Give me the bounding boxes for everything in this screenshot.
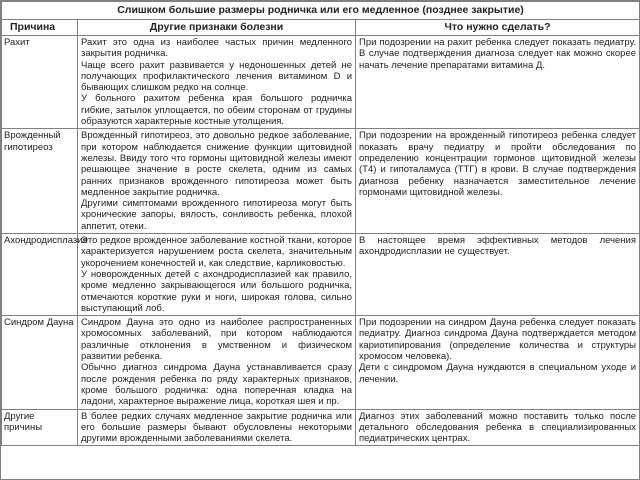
action-paragraph: Диагноз этих заболеваний можно поставить только после детального обследования ребенка в специализированных педиатрических центрах. — [359, 410, 637, 445]
cause-cell: Врожденный гипотиреоз — [2, 129, 78, 234]
cause-cell: Ахондродисплазия — [2, 234, 78, 316]
table-title: Слишком большие размеры родничка или его медленное (позднее закрытие) — [2, 2, 640, 20]
action-paragraph: При подозрении на врожденный гипотиреоз ребенка следует показать врачу педиатру и пройти обследования по определению концентрации гормонов щитовидной железы (Т4) и гипоталамуса (ТТГ) в крови. В случае подтверждения диагноза ребенку назначается заместительное лечение гормонами щитовидной железы. — [359, 130, 637, 198]
cause-cell: Синдром Дауна — [2, 316, 78, 409]
signs-paragraph: Врожденный гипотиреоз, это довольно редкое заболевание, при котором наблюдается снижение функции щитовидной железы. Ввиду того что гормоны щитовидной железы имеют решающее значение в росте скелета, одним из самых ранних признаков врожденного гипотиреоза может быть медленное закрытие родничка. — [81, 130, 352, 198]
action-paragraph: При подозрении на синдром Дауна ребенка следует показать педиатру. Диагноз синдрома Дауна подтверждается методом кариотипирования (определение количества и структуры хромосом человека). — [359, 317, 637, 363]
signs-cell — [78, 36, 356, 129]
signs-cell — [78, 409, 356, 446]
action-paragraph: В настоящее время эффективных методов лечения ахондродисплазии не существует. — [359, 235, 637, 258]
header-action: Что нужно сделать? — [356, 20, 640, 36]
table-row — [2, 409, 640, 446]
signs-paragraph: У новорожденных детей с ахондродисплазией как правило, кроме медленно закрывающегося или большого родничка, отмечаются короткие руки и ноги, широкая голова, сильно выступающий лоб. — [81, 268, 352, 314]
signs-paragraph: У больного рахитом ребенка края большого родничка гибкие, затылок уплощается, по обеим сторонам от грудины образуются характерные костные утолщения. — [81, 93, 352, 128]
signs-paragraph: Чаще всего рахит развивается у недоношенных детей не получающих профилактического лечения витамином D и бывающих слишком редко на солнце. — [81, 59, 352, 94]
action-paragraph: При подозрении на рахит ребенка следует показать педиатру. В случае подтверждения диагноза следует как можно скорее начать лечение препаратами витамина Д. — [359, 37, 637, 71]
action-cell — [356, 409, 640, 446]
cause-cell: Рахит — [2, 36, 78, 129]
table-row — [2, 129, 640, 234]
action-cell — [356, 129, 640, 234]
table-header-row — [2, 20, 640, 36]
signs-paragraph: Это редкое врожденное заболевание костной ткани, которое характеризуется нарушением роста скелета, значительным укорочением конечностей и, как следствие, карликовостью. — [81, 235, 352, 269]
signs-paragraph: Другими симптомами врожденного гипотиреоза могут быть хронические запоры, вялость, сонливость ребенка, плохой аппетит, отеки. — [81, 198, 352, 232]
signs-cell — [78, 316, 356, 409]
causes-table — [1, 1, 640, 446]
signs-paragraph: Обычно диагноз синдрома Дауна устанавливается сразу после рождения ребенка по ряду характерных признаков, кроме большого родничка: одна поперечная кладка на ладони, характерное выражение лица, короткая шея и пр. — [81, 362, 352, 408]
table-row — [2, 234, 640, 316]
cause-cell: Другие причины — [2, 409, 78, 446]
action-paragraph: Дети с синдромом Дауна нуждаются в специальном уходе и лечении. — [359, 362, 637, 385]
table-row — [2, 316, 640, 409]
action-cell — [356, 36, 640, 129]
signs-paragraph: В более редких случаях медленное закрытие родничка или его большие размеры бывают обусловлены некоторыми другими врожденными заболеваниями скелета. — [81, 410, 352, 445]
signs-paragraph: Синдром Дауна это одно из наиболее распространенных хромосомных заболеваний, при котором наблюдаются различные отклонения в умственном и физическом развитии ребенка. — [81, 317, 352, 363]
header-cause: Причина — [2, 20, 78, 36]
action-cell — [356, 316, 640, 409]
action-cell — [356, 234, 640, 316]
table-row — [2, 36, 640, 129]
signs-cell — [78, 234, 356, 316]
signs-paragraph: Рахит это одна из наиболее частых причин медленного закрытия родничка. — [81, 37, 352, 60]
signs-cell — [78, 129, 356, 234]
header-signs: Другие признаки болезни — [78, 20, 356, 36]
